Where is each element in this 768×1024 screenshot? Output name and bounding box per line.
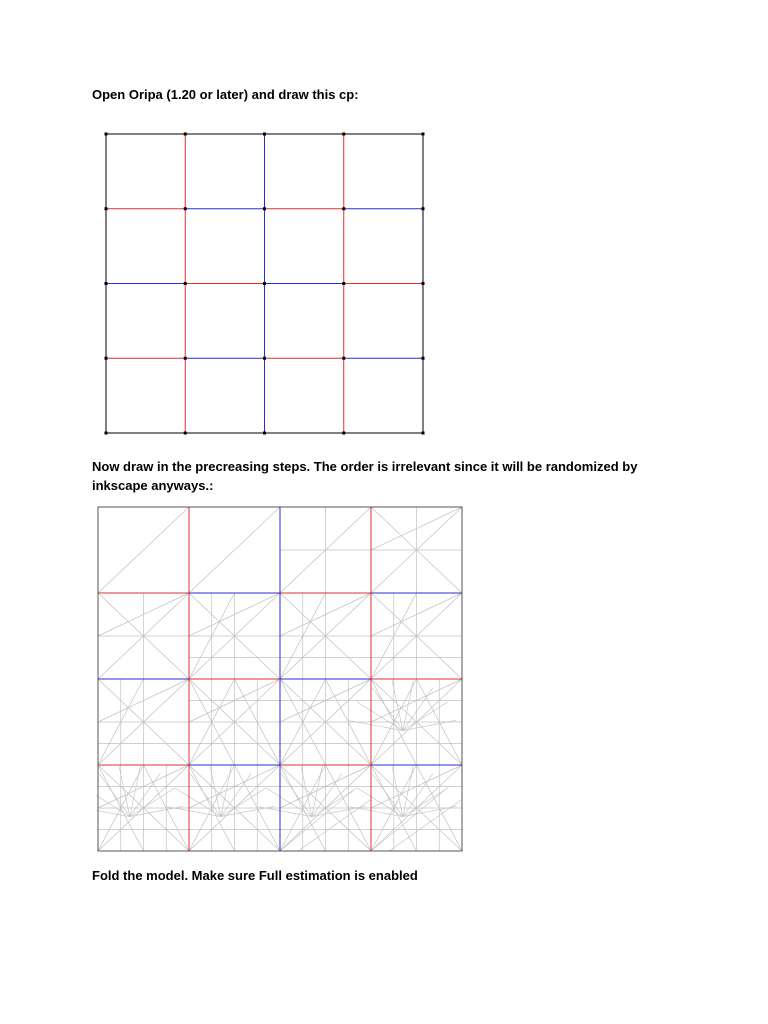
vertex-dot [184, 207, 187, 210]
instruction-open-oripa: Open Oripa (1.20 or later) and draw this cp: [92, 87, 359, 102]
vertex-dot [105, 133, 108, 136]
crease-pattern-figure [96, 124, 436, 440]
precrease-line [389, 799, 462, 851]
vertex-dot [184, 133, 187, 136]
vertex-dot [105, 282, 108, 285]
vertex-dot [263, 282, 266, 285]
vertex-dot [422, 357, 425, 360]
instruction-precreasing: Now draw in the precreasing steps. The order is irrelevant since it will be randomized by inkscape anyways.: [92, 459, 638, 493]
vertex-dot [342, 357, 345, 360]
precrease-line [189, 507, 280, 593]
vertex-dot [263, 432, 266, 435]
vertex-dot [342, 133, 345, 136]
vertex-dot [342, 432, 345, 435]
vertex-dot [422, 207, 425, 210]
vertex-dot [422, 282, 425, 285]
vertex-dot [263, 207, 266, 210]
vertex-dot [184, 282, 187, 285]
vertex-dot [342, 282, 345, 285]
vertex-dot [184, 432, 187, 435]
precrease-pattern-figure [96, 505, 468, 855]
vertex-dot [342, 207, 345, 210]
vertex-dot [263, 357, 266, 360]
precrease-line [298, 799, 371, 851]
vertex-dot [422, 432, 425, 435]
vertex-dot [105, 207, 108, 210]
vertex-dot [263, 133, 266, 136]
precrease-line [98, 507, 189, 593]
vertex-dot [105, 432, 108, 435]
instruction-fold-model: Fold the model. Make sure Full estimation is enabled [92, 868, 418, 883]
vertex-dot [105, 357, 108, 360]
vertex-dot [184, 357, 187, 360]
vertex-dot [422, 133, 425, 136]
